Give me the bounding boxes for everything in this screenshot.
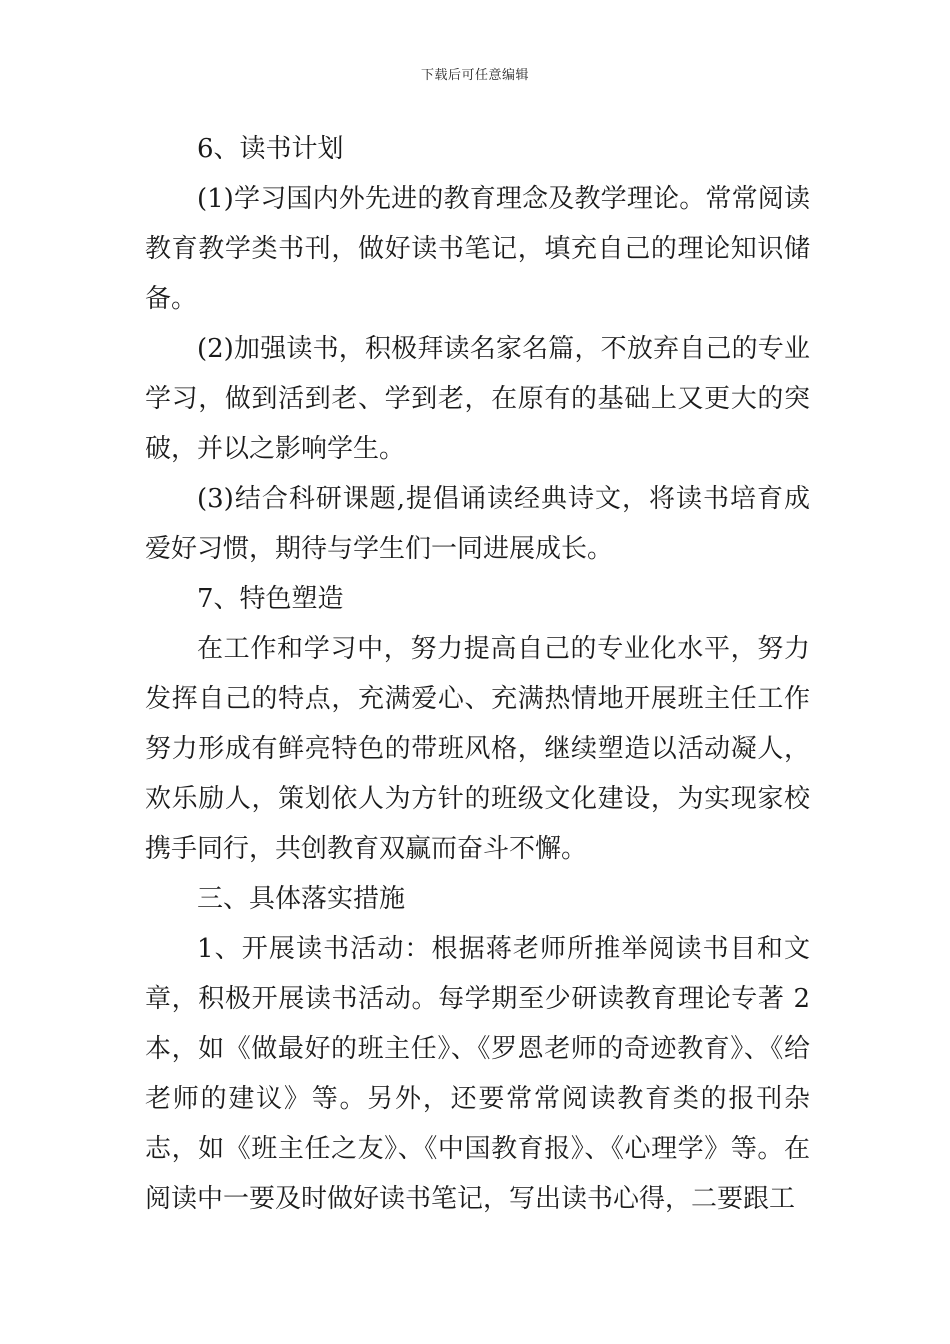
paragraph-reading-item-1: (1)学习国内外先进的教育理念及教学理论。常常阅读教育教学类书刊，做好读书笔记，填充自己的理论知识储备。 <box>145 184 810 314</box>
page-header-note: 下载后可任意编辑 <box>420 68 529 83</box>
section-heading-measures: 三、具体落实措施 <box>197 884 406 914</box>
document-body <box>145 124 810 1224</box>
paragraph-feature-building: 在工作和学习中，努力提高自己的专业化水平，努力发挥自己的特点，充满爱心、充满热情地开展班主任工作努力形成有鲜亮特色的带班风格，继续塑造以活动凝人，欢乐励人，策划依人为方针的班级文化建设，为实现家校携手同行，共创教育双赢而奋斗不懈。 <box>145 634 810 864</box>
paragraph-reading-item-3: (3)结合科研课题,提倡诵读经典诗文，将读书培育成爱好习惯，期待与学生们一同进展成长。 <box>145 484 810 564</box>
section-heading-reading-plan: 6、读书计划 <box>197 134 344 164</box>
paragraph-reading-item-2: (2)加强读书，积极拜读名家名篇，不放弃自己的专业学习，做到活到老、学到老，在原有的基础上又更大的突破，并以之影响学生。 <box>145 334 810 464</box>
section-heading-feature-building: 7、特色塑造 <box>197 584 344 614</box>
paragraph-measure-1: 1、开展读书活动：根据蒋老师所推举阅读书目和文章，积极开展读书活动。每学期至少研读教育理论专著 2 本，如《做最好的班主任》、《罗恩老师的奇迹教育》、《给老师的建议》等。另外，还要常常阅读教育类的报刊杂志，如《班主任之友》、《中国教育报》、《心理学》等。在阅读中一要及时做好读书笔记，写出读书心得，二要跟工 <box>145 934 810 1214</box>
